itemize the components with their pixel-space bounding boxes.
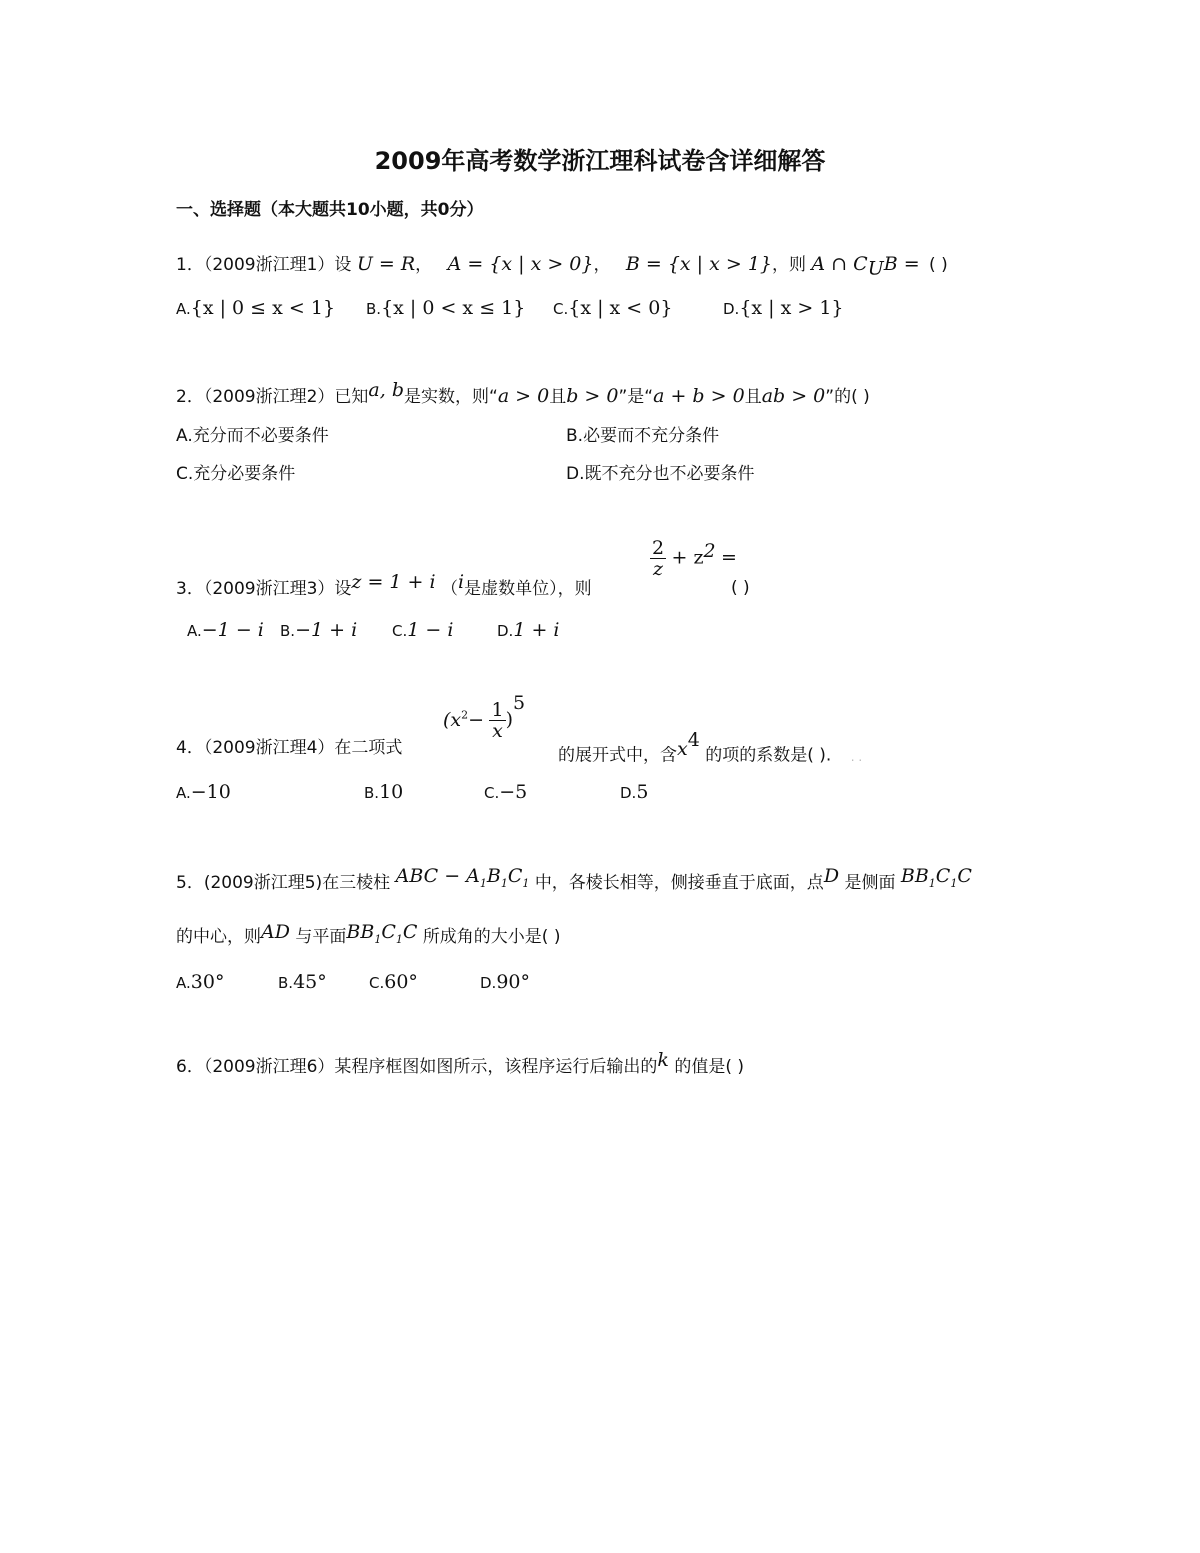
option-a <box>187 618 264 643</box>
question-source: （2009浙江理2） <box>203 387 335 407</box>
question-4 <box>176 736 402 760</box>
question-source: （2009浙江理1） <box>203 255 335 275</box>
option-value: 45° <box>293 971 327 993</box>
option-label: B. <box>280 622 296 640</box>
faint-dots: . . <box>850 749 863 764</box>
separator: ， <box>593 255 611 275</box>
math-expression: ABC − $A_1B_1C_1$ <box>395 865 530 890</box>
answer-blank: ( ) <box>731 578 750 598</box>
option-label: D. <box>723 300 740 318</box>
option-value: −5 <box>499 781 528 803</box>
option-value: 30° <box>190 971 225 993</box>
question-number: 2． <box>176 387 204 407</box>
option-c <box>369 970 418 995</box>
option-b <box>566 424 719 448</box>
question-number: 3． <box>176 579 204 599</box>
math-expression: a + b > 0 <box>653 385 745 407</box>
question-text: （ <box>441 579 459 599</box>
option-label: C. <box>553 300 569 318</box>
option-label: B. <box>364 784 380 802</box>
math-expression: A ∩ C <box>811 253 868 275</box>
fraction-expression <box>650 538 737 579</box>
option-a <box>176 780 231 805</box>
option-value: 5 <box>636 781 649 803</box>
option-value: {x | 0 ≤ x < 1} <box>190 297 336 319</box>
question-4-continued <box>558 729 863 769</box>
option-a <box>176 296 335 321</box>
question-5-continued <box>176 921 561 956</box>
math-expression: z = 1 + i <box>351 571 436 593</box>
section-heading: 一、选择题（本大题共10小题，共0分） <box>176 200 484 220</box>
math-expression: D <box>823 865 840 887</box>
question-number: 1． <box>176 255 204 275</box>
option-value: −10 <box>190 781 231 803</box>
option-label: C. <box>392 622 408 640</box>
binomial-expression <box>443 691 526 742</box>
math-superscript: 2 <box>703 539 716 562</box>
math-expression: i <box>458 571 465 593</box>
math-expression: B = {x | x > 1} <box>625 253 773 275</box>
question-text: ”是“ <box>618 387 654 407</box>
option-label: D. <box>566 464 585 484</box>
math-expression: AD <box>261 921 290 943</box>
question-text: ”的( ) <box>825 387 870 407</box>
option-value: 1 − i <box>407 619 454 641</box>
option-c <box>392 618 453 643</box>
math-superscript: 4 <box>687 729 700 751</box>
question-text: 且 <box>549 387 567 407</box>
question-text: 在三棱柱 <box>322 873 391 893</box>
question-text: 的项的系数是( ). <box>705 745 832 766</box>
question-text: 中，各棱长相等，侧接垂直于底面，点 <box>534 873 824 893</box>
option-value: 90° <box>496 971 531 993</box>
question-1 <box>176 252 948 280</box>
math-expression: $BB_1C_1C$ <box>346 921 418 946</box>
question-text: 设 <box>334 579 352 599</box>
document-title: 2009年高考数学浙江理科试卷含详细解答 <box>374 147 826 175</box>
math-expression: B = <box>883 253 920 275</box>
option-value: 1 + i <box>513 619 560 641</box>
question-5 <box>176 865 972 902</box>
question-source: （2009浙江理3） <box>203 579 335 599</box>
fraction-denominator: z <box>653 558 664 580</box>
question-source: （2009浙江理6） <box>203 1057 335 1077</box>
question-source: （2009浙江理4） <box>203 738 335 758</box>
math-superscript: 5 <box>512 691 526 714</box>
option-label: A. <box>187 622 202 640</box>
math-expression: U = R <box>356 253 416 275</box>
option-c <box>484 780 527 805</box>
math-expression: a, b <box>368 379 404 401</box>
option-label: B. <box>366 300 382 318</box>
question-text: 设 <box>334 255 352 275</box>
option-label: A. <box>176 426 193 446</box>
question-text: 与平面 <box>295 927 347 947</box>
option-d <box>480 970 530 995</box>
option-label: B. <box>566 426 584 446</box>
option-value: −1 + i <box>295 619 358 641</box>
question-text: 某程序框图如图所示，该程序运行后输出的 <box>334 1057 658 1077</box>
option-d <box>620 780 648 805</box>
question-text: 的展开式中，含 <box>558 745 677 766</box>
option-value: {x | x < 0} <box>568 297 673 319</box>
math-minus: − <box>468 708 485 731</box>
option-b <box>278 970 327 995</box>
option-a <box>176 970 224 995</box>
option-value: 充分必要条件 <box>193 464 296 484</box>
option-value: 10 <box>379 781 404 803</box>
option-label: D. <box>497 622 514 640</box>
math-subscript: U <box>867 257 884 280</box>
question-text: 所成角的大小是( ) <box>422 927 561 947</box>
option-value: {x | x > 1} <box>739 297 844 319</box>
question-text: 在二项式 <box>334 738 403 758</box>
option-value: 充分而不必要条件 <box>192 426 329 446</box>
option-label: A. <box>176 784 191 802</box>
option-value: −1 − i <box>201 619 264 641</box>
math-expression: k <box>657 1049 669 1071</box>
option-d <box>566 462 755 486</box>
fraction <box>650 538 666 579</box>
option-b <box>366 296 525 321</box>
option-value: 必要而不充分条件 <box>583 426 720 446</box>
question-number: 6． <box>176 1057 204 1077</box>
fraction-numerator: 2 <box>652 537 665 559</box>
math-expression: = <box>720 546 737 569</box>
question-2 <box>176 379 870 409</box>
question-text: 是虚数单位），则 <box>464 579 592 599</box>
option-label: C. <box>369 974 385 992</box>
option-value: 60° <box>384 971 418 993</box>
math-expression: $BB_1C_1C$ <box>900 865 972 890</box>
option-label: A. <box>176 974 191 992</box>
option-label: C. <box>176 464 194 484</box>
option-value: 既不充分也不必要条件 <box>584 464 755 484</box>
option-d <box>497 618 560 643</box>
answer-blank: ( ) <box>929 255 948 275</box>
math-close: ) <box>505 708 513 731</box>
question-3 <box>176 571 592 601</box>
math-superscript: 2 <box>461 708 469 722</box>
option-b <box>280 618 357 643</box>
question-text: 是实数，则“ <box>404 387 498 407</box>
math-expression: + z <box>671 546 704 569</box>
question-text: 是侧面 <box>844 873 896 893</box>
option-label: C. <box>484 784 500 802</box>
option-label: D. <box>620 784 637 802</box>
option-label: D. <box>480 974 497 992</box>
math-open: (x <box>443 708 462 731</box>
option-a <box>176 424 329 448</box>
question-text: 已知 <box>334 387 369 407</box>
option-c <box>176 462 295 486</box>
option-c <box>553 296 672 321</box>
fraction-numerator: 1 <box>491 699 504 721</box>
question-text: 且 <box>744 387 762 407</box>
math-expression: a > 0 <box>497 385 550 407</box>
math-expression: x <box>677 737 688 760</box>
question-source: (2009浙江理5) <box>203 873 323 893</box>
option-label: B. <box>278 974 294 992</box>
math-expression <box>443 709 484 731</box>
question-number: 5． <box>176 873 204 893</box>
math-expression: A = {x | x > 0} <box>447 253 594 275</box>
option-value: {x | 0 < x ≤ 1} <box>381 297 526 319</box>
separator: ， <box>415 255 433 275</box>
math-expression: ab > 0 <box>761 385 826 407</box>
question-text: 的中心，则 <box>176 927 261 947</box>
option-d <box>723 296 844 321</box>
fraction <box>489 700 505 741</box>
option-label: A. <box>176 300 191 318</box>
question-number: 4． <box>176 738 204 758</box>
option-b <box>364 780 403 805</box>
fraction-denominator: x <box>492 720 503 742</box>
math-expression: b > 0 <box>566 385 619 407</box>
question-text: ，则 <box>772 255 807 275</box>
question-6 <box>176 1049 745 1079</box>
question-text: 的值是( ) <box>674 1057 745 1077</box>
